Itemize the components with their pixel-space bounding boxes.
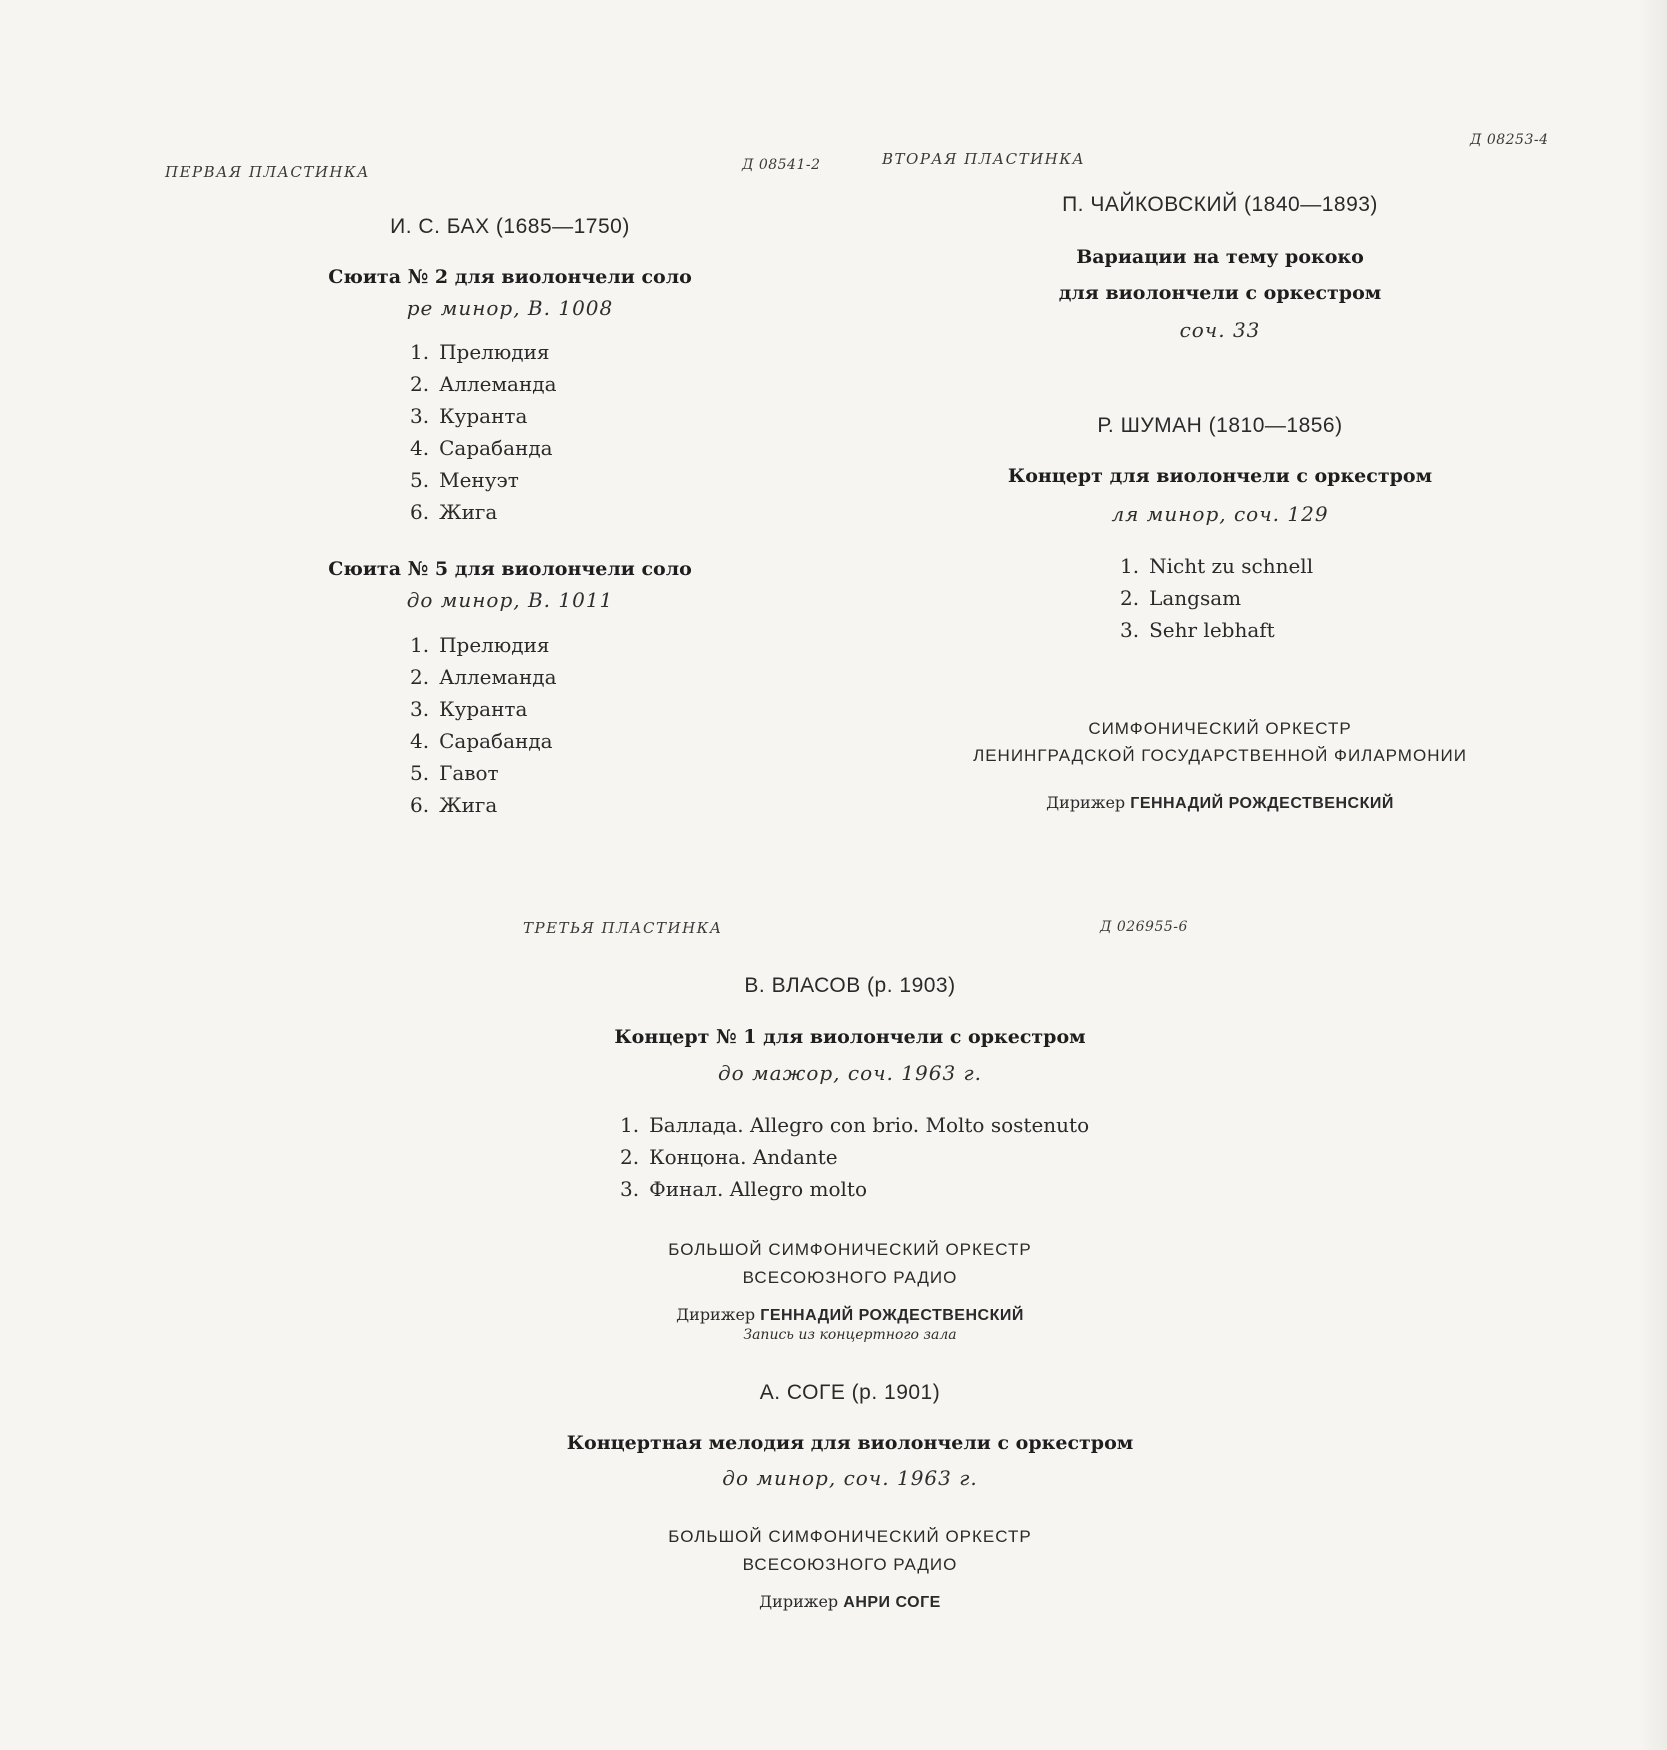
- sauguet-key: до минор, соч. 1963 г.: [722, 1466, 978, 1490]
- list-item: 3. Финал. Allegro molto: [620, 1177, 868, 1201]
- bach-composer: И. С. БАХ (1685—1750): [390, 215, 630, 238]
- vlasov-recording-note: Запись из концертного зала: [743, 1327, 957, 1343]
- schumann-movements: [1120, 550, 1313, 646]
- disc1-label: ПЕРВАЯ ПЛАСТИНКА: [165, 163, 370, 181]
- list-item: 5. Менуэт: [410, 468, 519, 492]
- bach-suite5-title: Сюита № 5 для виолончели соло: [328, 558, 692, 580]
- list-item: 3. Куранта: [410, 697, 528, 721]
- list-item: 6. Жига: [410, 500, 498, 524]
- vlasov-conductor: Дирижер ГЕННАДИЙ РОЖДЕСТВЕНСКИЙ: [676, 1305, 1024, 1324]
- tchaikovsky-title-line1: Вариации на тему рококо: [1076, 246, 1364, 268]
- schumann-key: ля минор, соч. 129: [1111, 502, 1329, 526]
- sleeve-edge: [1639, 0, 1667, 1750]
- bach-suite5-key: до минор, B. 1011: [406, 588, 614, 612]
- schumann-title: Концерт для виолончели с оркестром: [1007, 465, 1433, 487]
- bach-suite2-movements: [410, 336, 557, 528]
- disc2-catalog-code: Д 08253-4: [1470, 132, 1549, 148]
- disc2-label: ВТОРАЯ ПЛАСТИНКА: [882, 150, 1086, 168]
- tchaikovsky-title-line2: для виолончели с оркестром: [1058, 282, 1382, 304]
- disc2-orchestra-line2: ЛЕНИНГРАДСКОЙ ГОСУДАРСТВЕННОЙ ФИЛАРМОНИИ: [973, 746, 1467, 765]
- list-item: 3. Sehr lebhaft: [1120, 618, 1275, 642]
- vlasov-composer: В. ВЛАСОВ (р. 1903): [744, 974, 956, 997]
- disc1-catalog-code: Д 08541-2: [742, 157, 821, 173]
- disc2-conductor: Дирижер ГЕННАДИЙ РОЖДЕСТВЕНСКИЙ: [1046, 793, 1394, 812]
- vlasov-title: Концерт № 1 для виолончели с оркестром: [614, 1026, 1086, 1048]
- sauguet-conductor: Дирижер АНРИ СОГЕ: [759, 1592, 941, 1611]
- list-item: 1. Прелюдия: [410, 633, 550, 657]
- vlasov-orchestra-line1: БОЛЬШОЙ СИМФОНИЧЕСКИЙ ОРКЕСТР: [668, 1240, 1032, 1259]
- list-item: 4. Сарабанда: [410, 436, 553, 460]
- bach-suite2-title: Сюита № 2 для виолончели соло: [328, 266, 692, 288]
- list-item: 1. Прелюдия: [410, 340, 550, 364]
- disc3-label: ТРЕТЬЯ ПЛАСТИНКА: [523, 919, 723, 937]
- list-item: 2. Концона. Andante: [620, 1145, 838, 1169]
- tchaikovsky-composer: П. ЧАЙКОВСКИЙ (1840—1893): [1062, 193, 1378, 216]
- list-item: 4. Сарабанда: [410, 729, 553, 753]
- sauguet-orchestra-line2: ВСЕСОЮЗНОГО РАДИО: [742, 1555, 958, 1574]
- disc2-orchestra-line1: СИМФОНИЧЕСКИЙ ОРКЕСТР: [1088, 719, 1352, 738]
- sauguet-composer: А. СОГЕ (р. 1901): [759, 1381, 941, 1404]
- list-item: 5. Гавот: [410, 761, 499, 785]
- list-item: 6. Жига: [410, 793, 498, 817]
- bach-suite2-key: ре минор, B. 1008: [406, 296, 614, 320]
- sauguet-title: Концертная мелодия для виолончели с оркестром: [566, 1432, 1134, 1454]
- list-item: 1. Баллада. Allegro con brio. Molto sostenuto: [620, 1113, 1090, 1137]
- schumann-composer: Р. ШУМАН (1810—1856): [1097, 414, 1343, 437]
- list-item: 2. Аллеманда: [410, 665, 557, 689]
- vlasov-key: до мажор, соч. 1963 г.: [718, 1061, 982, 1085]
- disc3-catalog-code: Д 026955-6: [1100, 919, 1188, 935]
- bach-suite5-movements: [410, 629, 557, 821]
- list-item: 1. Nicht zu schnell: [1120, 554, 1314, 578]
- vlasov-orchestra-line2: ВСЕСОЮЗНОГО РАДИО: [742, 1268, 958, 1287]
- vlasov-movements: [620, 1109, 1089, 1205]
- list-item: 2. Аллеманда: [410, 372, 557, 396]
- tchaikovsky-opus: соч. 33: [1179, 318, 1261, 342]
- list-item: 2. Langsam: [1120, 586, 1242, 610]
- sauguet-orchestra-line1: БОЛЬШОЙ СИМФОНИЧЕСКИЙ ОРКЕСТР: [668, 1527, 1032, 1546]
- list-item: 3. Куранта: [410, 404, 528, 428]
